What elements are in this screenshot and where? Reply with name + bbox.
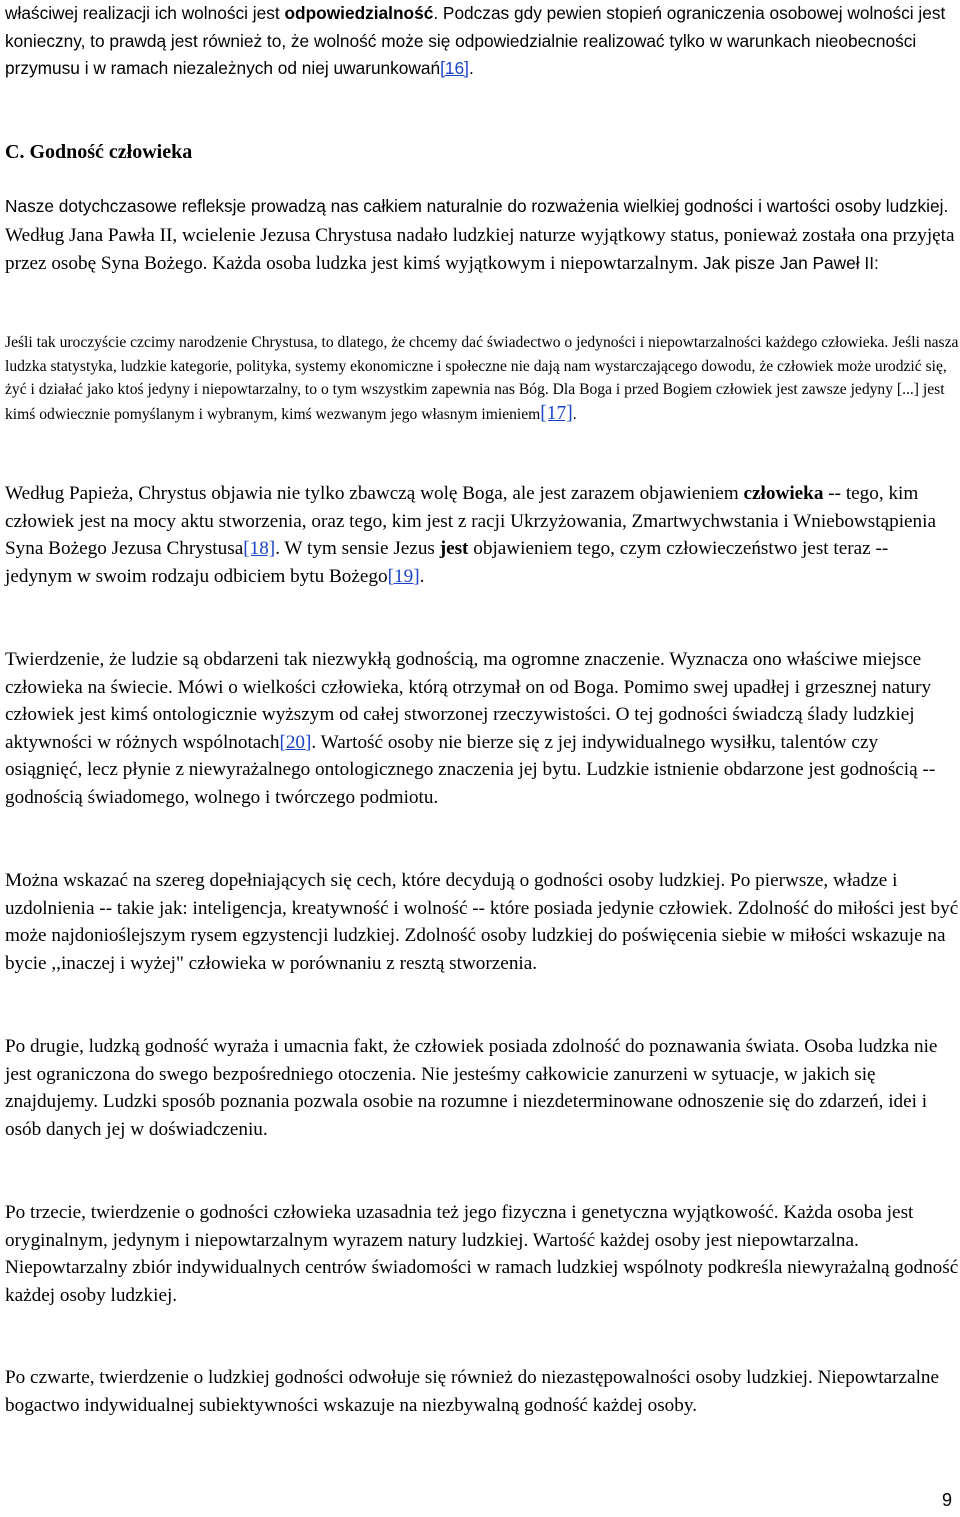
paragraph-3	[5, 646, 960, 811]
para2-text-3: . W tym sensie Jezus	[275, 538, 440, 559]
footnote-link-16[interactable]: [16]	[440, 58, 469, 78]
intro-bold: odpowiedzialność	[284, 3, 434, 23]
para3-text-1: Twierdzenie, że ludzie są obdarzeni tak niezwykłą godnością, ma ogromne znaczenie. Wyznacza ono właściwe miejsce człowieka na świecie. Mówi o wielkości człowieka, którą otrzymał on od Boga. Pomimo swej upadłej i grzesznej natury człowiek jest kimś ontologicznie wyższym od całej stworzonej rzeczywistości. O tej godności świadczą ślady ludzkiej aktywności w różnych wspólnotach	[5, 649, 932, 753]
intro-text-3: .	[468, 58, 474, 78]
paragraph-7: Po czwarte, twierdzenie o ludzkiej godności odwołuje się również do niezastępowalności osoby ludzkiej. Niepowtarzalne bogactwo indywidualnej subiektywności wskazuje na niezbywalną godność każdej osoby.	[5, 1367, 940, 1416]
intro-text: właściwej realizacji ich wolności jest	[5, 3, 285, 23]
quote-text: Jeśli tak uroczyście czcimy narodzenie Chrystusa, to dlatego, że chcemy dać świadectwo o jedyności i niepowtarzalności każdego człowieka. Jeśli nasza ludzka statystyka, ludzkie kategorie, polityka, systemy ekonomiczne i społeczne nie dają nam wystarczającego dowodu, że człowiek może urodzić się, żyć i działać jako ktoś jedyny i niepowtarzalny, to o tym wszystkim zapewnia nas Bóg. Dla Boga i przed Bogiem człowiek jest zawsze jedyny [...] jest kimś odwiecznie pomyślanym i wybranym, kimś wezwanym jego własnym imieniem	[5, 334, 959, 424]
block-quote	[5, 331, 960, 427]
para1-text-a: Nasze dotychczasowe refleksje prowadzą nas całkiem naturalnie do rozważenia wielkiej godności i wartości osoby ludzkiej.	[5, 196, 949, 216]
para2-text-2: -- tego, kim człowiek jest na mocy aktu stworzenia, oraz tego, kim jest z racji Ukrzyżowania, Zmartwychwstania i Wniebowstąpienia Syna Bożego Jezusa Chrystusa	[5, 483, 936, 559]
para2-text-4: objawieniem tego, czym człowieczeństwo jest teraz -- jedynym w swoim rodzaju odbiciem bytu Bożego	[5, 538, 889, 587]
intro-paragraph	[5, 0, 960, 83]
footnote-link-18[interactable]: [18]	[243, 538, 276, 559]
para1-text-c: Jak pisze Jan Paweł II:	[703, 253, 879, 273]
paragraph-6: Po trzecie, twierdzenie o godności człowieka uzasadnia też jego fizyczna i genetyczna wyjątkowość. Każda osoba jest oryginalnym, jedynym i niepowtarzalnym wyrazem natury ludzkiej. Wartość każdej osoby jest niepowtarzalna. Niepowtarzalny zbiór indywidualnych centrów świadomości w ramach ludzkiej wspólnoty podkreśla niewyrażalną godność każdej osoby ludzkiej.	[5, 1202, 959, 1306]
paragraph-4: Można wskazać na szereg dopełniających się cech, które decydują o godności osoby ludzkiej. Po pierwsze, władze i uzdolnienia -- takie jak: inteligencja, kreatywność i wolność -- które posiada jedynie człowiek. Zdolność do miłości jest być może najdonioślejszym rysem egzystencji ludzkiej. Zdolność osoby ludzkiej do poświęcenia siebie w miłości wskazuje na bycie ,,inaczej i wyżej" człowieka w porównaniu z resztą stworzenia.	[5, 870, 959, 974]
paragraph-1	[5, 193, 960, 279]
para1-text-b: Według Jana Pawła II, wcielenie Jezusa Chrystusa nadało ludzkiej naturze wyjątkowy status, ponieważ została ona przyjęta przez osobę Syna Bożego. Każda osoba ludzka jest kimś wyjątkowym i niepowtarzalnym.	[5, 224, 955, 274]
para2-bold-2: jest	[439, 538, 469, 559]
quote-end: .	[572, 406, 577, 424]
footnote-link-19[interactable]: [19]	[387, 565, 420, 587]
footnote-link-17[interactable]: [17]	[540, 403, 573, 425]
section-heading: C. Godność człowieka	[5, 141, 193, 163]
para2-bold-1: człowieka	[743, 483, 824, 504]
page-number: 9	[941, 1490, 952, 1510]
para3-text-2: . Wartość osoby nie bierze się z jej indywidualnego wysiłku, talentów czy osiągnięć, lecz płynie z niewyrażalnego ontologicznego znaczenia jej bytu. Ludzkie istnienie obdarzone jest godnością -- godnością świadomego, wolnego i twórczego podmiotu.	[5, 731, 936, 808]
para2-text-5: .	[419, 565, 425, 587]
intro-text-2: . Podczas gdy pewien stopień ograniczenia osobowej wolności jest konieczny, to prawdą jest również to, że wolność może się odpowiedzialnie realizować tylko w warunkach nieobecności przymusu i w ramach niezależnych od niej uwarunkowań	[5, 3, 946, 78]
para2-text-1: Według Papieża, Chrystus objawia nie tylko zbawczą wolę Boga, ale jest zarazem objawieniem	[5, 483, 744, 504]
paragraph-5: Po drugie, ludzką godność wyraża i umacnia fakt, że człowiek posiada zdolność do poznawania świata. Osoba ludzka nie jest ograniczona do swego bezpośredniego otoczenia. Nie jesteśmy całkowicie zanurzeni w sytuacje, w jakich się znajdujemy. Ludzki sposób poznania pozwala osobie na rozumne i niezdeterminowane odnoszenie się do zdarzeń, idei i osób danych jej w doświadczeniu.	[5, 1036, 938, 1140]
paragraph-2	[5, 480, 960, 590]
footnote-link-20[interactable]: [20]	[279, 731, 312, 753]
